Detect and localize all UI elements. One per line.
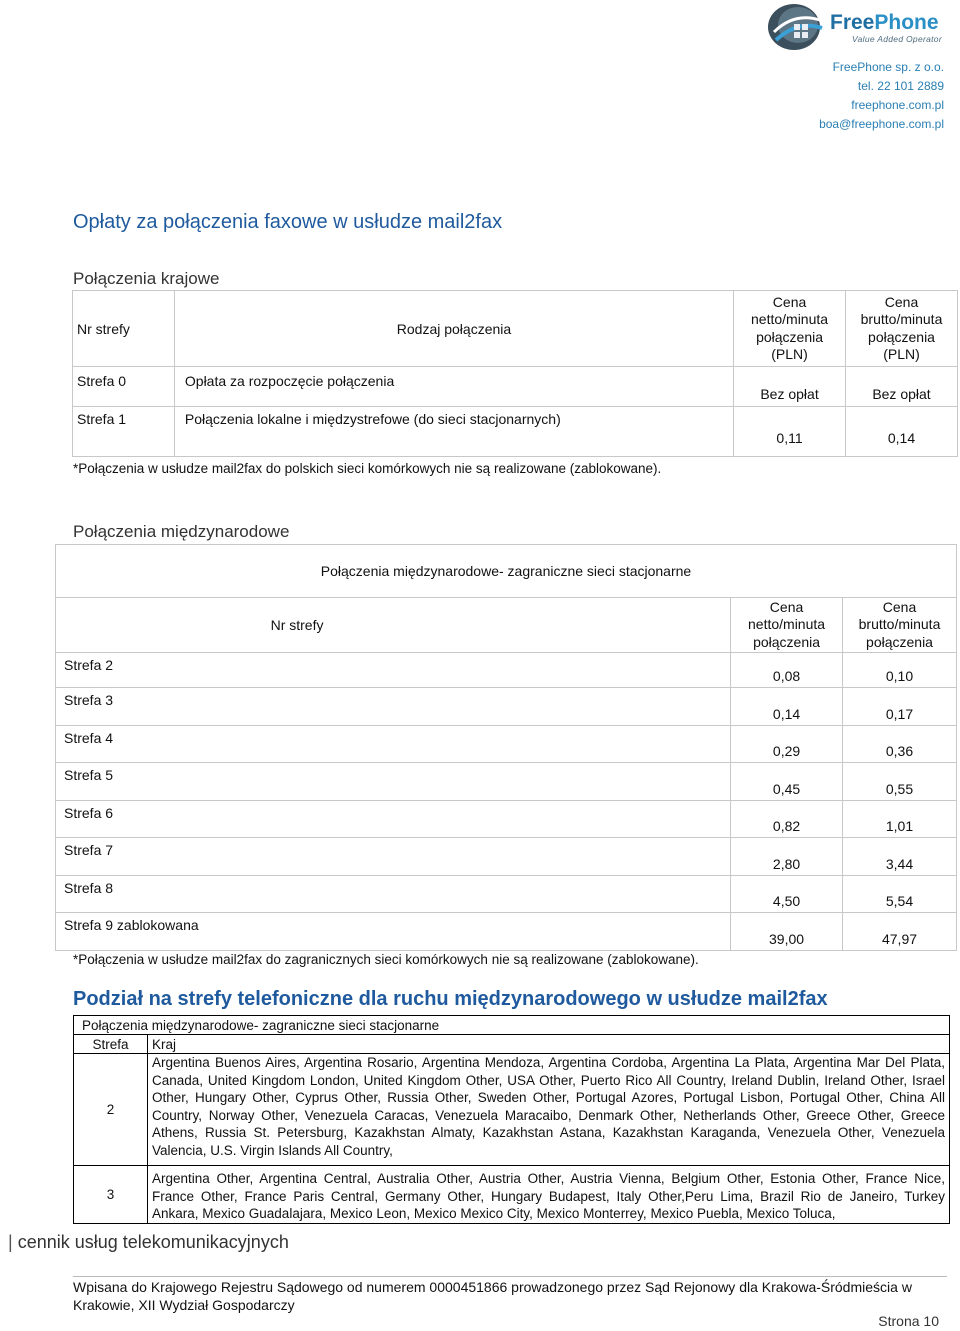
net-cell: 0,14	[731, 688, 843, 726]
page-title: Opłaty za połączenia faxowe w usłudze mail2fax	[73, 211, 503, 233]
gross-cell: 0,14	[846, 407, 958, 457]
gross-cell: 47,97	[843, 913, 957, 951]
footer-label: | cennik usług telekomunikacyjnych	[8, 1232, 289, 1252]
net-cell: Bez opłat	[734, 367, 846, 407]
col-type-header: Rodzaj połączenia	[174, 291, 733, 367]
gross-cell: Bez opłat	[846, 367, 958, 407]
zone-cell: Strefa 4	[56, 726, 731, 763]
col-zone-header: Nr strefy	[56, 598, 731, 653]
col-country-header: Kraj	[148, 1035, 950, 1054]
table-row	[73, 367, 958, 407]
gross-cell: 0,55	[843, 763, 957, 801]
website-link[interactable]: freephone.com.pl	[851, 98, 944, 112]
col-zone-header: Nr strefy	[73, 291, 175, 367]
table-row	[74, 1054, 950, 1166]
col-gross-header: Cena brutto/minuta połączenia	[843, 598, 957, 653]
zone-cell: Strefa 7	[56, 838, 731, 876]
type-cell: Opłata za rozpoczęcie połączenia	[174, 367, 733, 407]
company-name: FreePhone sp. z o.o.	[832, 60, 944, 74]
net-cell: 0,08	[731, 653, 843, 688]
table-row	[56, 763, 957, 801]
table-row	[73, 407, 958, 457]
contact-block	[819, 58, 944, 134]
gross-cell: 5,54	[843, 876, 957, 913]
table-row	[74, 1166, 950, 1224]
countries-cell: Argentina Buenos Aires, Argentina Rosario, Argentina Mendoza, Argentina Cordoba, Argentina La Plata, Argentina Mar Del Plata, Canada, United Kingdom London, United Kingdom Other, USA Other, Puerto Rico All Country, Ireland Dublin, Ireland Other, Israel Other, Hungary Other, Cyprus Other, Russia Other, Sweden Other, Portugal Azores, Portugal Lisbon, Portugal Other, China All Country, Norway Other, Venezuela Caracas, Venezuela Maracaibo, Denmark Other, Netherlands Other, Greece Other, Greece Athens, Russia St. Petersburg, Kazakhstan Almaty, Kazakhstan Astana, Kazakhstan Karaganda, Venezuela Other, Venezuela Valencia, U.S. Virgin Islands All Country,	[148, 1054, 950, 1166]
net-cell: 2,80	[731, 838, 843, 876]
email-link[interactable]: boa@freephone.com.pl	[819, 117, 944, 131]
logo-wordmark: FreePhone	[830, 11, 939, 34]
net-cell: 0,11	[734, 407, 846, 457]
zones-table	[73, 1015, 950, 1224]
col-zone-header: Strefa	[74, 1035, 148, 1054]
table-header-row	[74, 1035, 950, 1054]
international-table-title: Połączenia międzynarodowe- zagraniczne sieci stacjonarne	[56, 545, 957, 598]
international-heading: Połączenia międzynarodowe	[73, 522, 290, 541]
net-cell: 0,82	[731, 801, 843, 838]
domestic-heading: Połączenia krajowe	[73, 269, 220, 288]
net-cell: 39,00	[731, 913, 843, 951]
gross-cell: 1,01	[843, 801, 957, 838]
footer-register: Wpisana do Krajowego Rejestru Sądowego od numerem 0000451866 prowadzonego przez Sąd Rejonowy dla Krakowa-Śródmieścia w Krakowie, XII Wydział Gospodarczy	[73, 1279, 912, 1313]
zone-cell: Strefa 0	[73, 367, 175, 407]
gross-cell: 0,36	[843, 726, 957, 763]
zone-cell: Strefa 9 zablokowana	[56, 913, 731, 951]
international-table	[55, 544, 957, 951]
gross-cell: 0,10	[843, 653, 957, 688]
countries-cell: Argentina Other, Argentina Central, Australia Other, Austria Other, Austria Vienna, Belgium Other, Estonia Other, France Nice, France Other, France Paris Central, Germany Other, Hungary Budapest, Italy Other,Peru Lima, Brazil Rio de Janeiro, Turkey Ankara, Mexico Guadalajara, Mexico Leon, Mexico Mexico City, Mexico Monterrey, Mexico Puebla, Mexico Toluca,	[148, 1166, 950, 1224]
zone-cell: Strefa 1	[73, 407, 175, 457]
domestic-note: *Połączenia w usłudze mail2fax do polskich sieci komórkowych nie są realizowane (zablokowane).	[73, 461, 662, 476]
gross-cell: 0,17	[843, 688, 957, 726]
col-net-header: Cena netto/minuta połączenia	[731, 598, 843, 653]
page-number: Strona 10	[878, 1313, 939, 1329]
table-row	[56, 876, 957, 913]
table-row	[56, 838, 957, 876]
col-net-header: Cena netto/minuta połączenia (PLN)	[734, 291, 846, 367]
international-note: *Połączenia w usłudze mail2fax do zagranicznych sieci komórkowych nie są realizowane (zablokowane).	[73, 952, 699, 967]
table-header-row	[56, 598, 957, 653]
domestic-table	[72, 290, 958, 457]
zone-cell: Strefa 6	[56, 801, 731, 838]
globe-logo-icon	[764, 2, 828, 52]
logo-tagline: Value Added Operator	[852, 34, 942, 44]
zones-table-title: Połączenia międzynarodowe- zagraniczne sieci stacjonarne	[74, 1016, 950, 1035]
net-cell: 4,50	[731, 876, 843, 913]
table-row	[56, 801, 957, 838]
type-cell: Połączenia lokalne i międzystrefowe (do sieci stacjonarnych)	[174, 407, 733, 457]
table-title-row	[74, 1016, 950, 1035]
table-title-row	[56, 545, 957, 598]
table-row	[56, 688, 957, 726]
table-row	[56, 726, 957, 763]
col-gross-header: Cena brutto/minuta połączenia (PLN)	[846, 291, 958, 367]
table-header-row	[73, 291, 958, 367]
net-cell: 0,45	[731, 763, 843, 801]
zone-cell: Strefa 3	[56, 688, 731, 726]
zone-cell: Strefa 2	[56, 653, 731, 688]
table-row	[56, 653, 957, 688]
zone-cell: Strefa 5	[56, 763, 731, 801]
gross-cell: 3,44	[843, 838, 957, 876]
phone-number: tel. 22 101 2889	[857, 79, 944, 93]
zones-heading: Podział na strefy telefoniczne dla ruchu międzynarodowego w usłudze mail2fax	[73, 988, 828, 1010]
zone-cell: Strefa 8	[56, 876, 731, 913]
zone-cell: 2	[74, 1054, 148, 1166]
table-row	[56, 913, 957, 951]
net-cell: 0,29	[731, 726, 843, 763]
zone-cell: 3	[74, 1166, 148, 1224]
footer-divider	[73, 1276, 947, 1277]
company-logo	[764, 2, 944, 52]
